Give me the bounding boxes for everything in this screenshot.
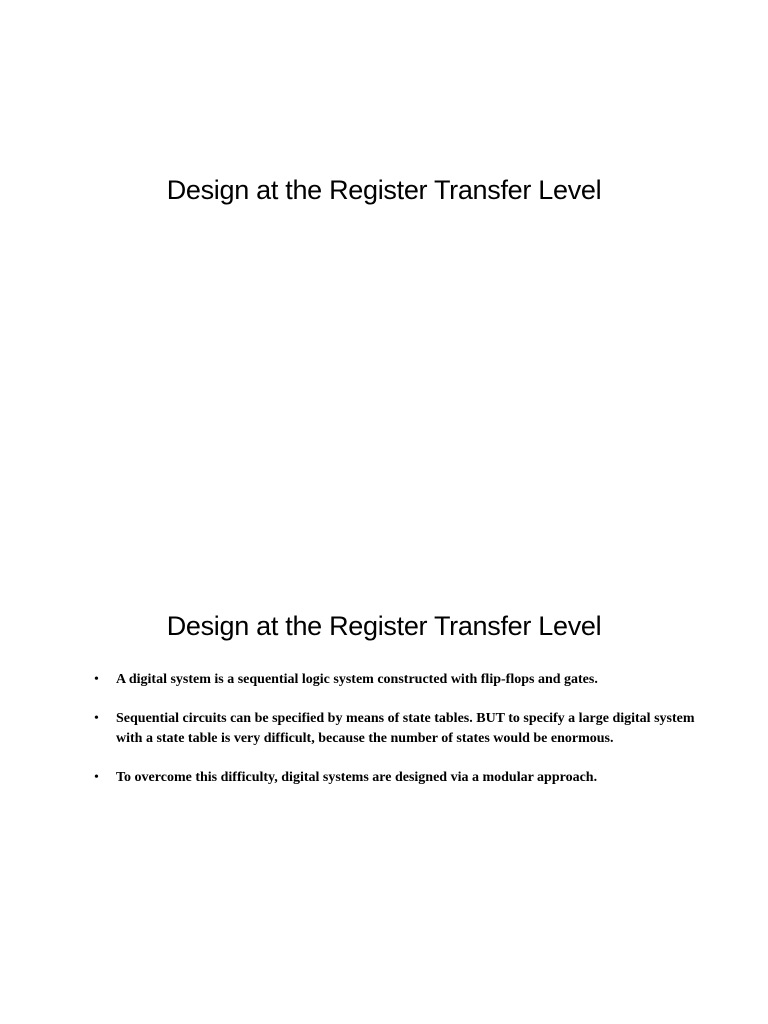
list-item bbox=[94, 709, 714, 749]
bullet-icon: • bbox=[94, 672, 99, 687]
bullet-text: To overcome this difficulty, digital systems are designed via a modular approach. bbox=[116, 770, 598, 785]
bullet-list bbox=[94, 670, 714, 807]
list-item bbox=[94, 768, 714, 788]
slide-title: Design at the Register Transfer Level bbox=[166, 175, 602, 205]
slide-2 bbox=[0, 560, 768, 1024]
bullet-text: Sequential circuits can be specified by means of state tables. BUT to specify a large digital system with a state table is very difficult, because the number of states would be enormous. bbox=[116, 711, 695, 746]
slide-title: Design at the Register Transfer Level bbox=[166, 611, 602, 641]
bullet-icon: • bbox=[94, 770, 99, 785]
list-item bbox=[94, 670, 714, 690]
bullet-text: A digital system is a sequential logic system constructed with flip-flops and gates. bbox=[116, 672, 598, 687]
slide-1 bbox=[0, 0, 768, 480]
bullet-icon: • bbox=[94, 711, 99, 726]
